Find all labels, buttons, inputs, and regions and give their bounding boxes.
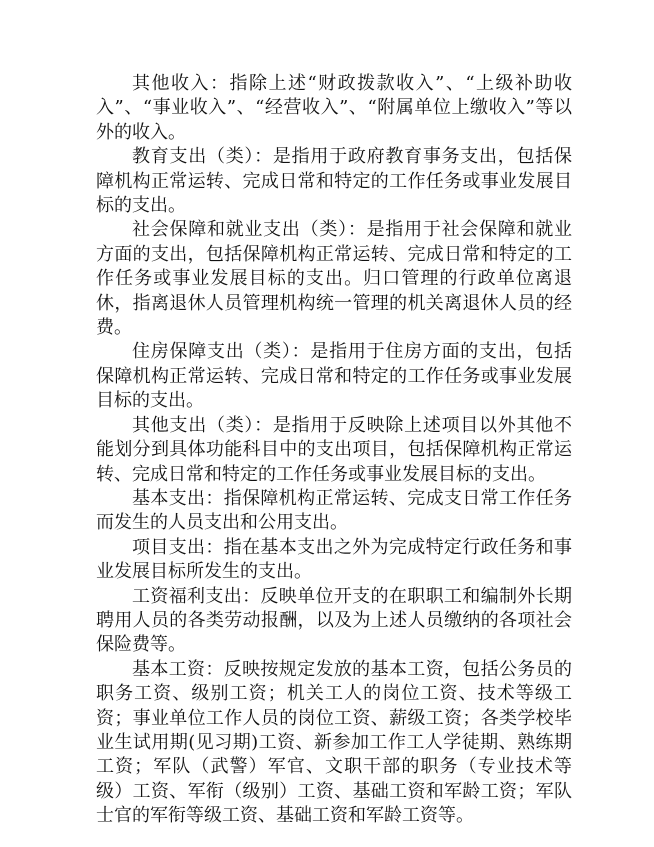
paragraph-other-income: 其他收入：指除上述“财政拨款收入”、“上级补助收入”、“事业收入”、“经营收入”、“附属单位上缴收入”等以外的收入。 (96, 73, 572, 143)
paragraph-project-expenditure: 项目支出：指在基本支出之外为完成特定行政任务和事业发展目标所发生的支出。 (96, 536, 572, 583)
paragraph-housing-expenditure: 住房保障支出（类）：是指用于住房方面的支出，包括保障机构正常运转、完成日常和特定的工作任务或事业发展目标的支出。 (96, 341, 572, 412)
paragraph-basic-salary: 基本工资：反映按规定发放的基本工资，包括公务员的职务工资、级别工资；机关工人的岗位工资、技术等级工资；事业单位工作人员的岗位工资、薪级工资；各类学校毕业生试用期(见习期)工资、新参加工作工人学徒期、熟练期工资；军队（武警）军官、文职干部的职务（专业技术等级）工资、军衔（级别）工资、基础工资和军龄工资；军队士官的军衔等级工资、基础工资和军龄工资等。 (96, 658, 572, 827)
document-body (96, 72, 572, 829)
paragraph-other-expenditure: 其他支出（类）：是指用于反映除上述项目以外其他不能划分到具体功能科目中的支出项目，包括保障机构正常运转、完成日常和特定的工作任务或事业发展目标的支出。 (96, 414, 572, 485)
paragraph-education-expenditure: 教育支出（类）：是指用于政府教育事务支出，包括保障机构正常运转、完成日常和特定的工作任务或事业发展目标的支出。 (96, 146, 572, 217)
paragraph-salary-welfare-expenditure: 工资福利支出：反映单位开支的在职职工和编制外长期聘用人员的各类劳动报酬，以及为上述人员缴纳的各项社会保险费等。 (96, 585, 572, 656)
paragraph-basic-expenditure: 基本支出：指保障机构正常运转、完成支日常工作任务而发生的人员支出和公用支出。 (96, 487, 572, 534)
paragraph-social-security-expenditure: 社会保障和就业支出（类）：是指用于社会保障和就业方面的支出，包括保障机构正常运转、完成日常和特定的工作任务或事业发展目标的支出。归口管理的行政单位离退休，指离退休人员管理机构统一管理的机关离退休人员的经费。 (96, 219, 572, 339)
